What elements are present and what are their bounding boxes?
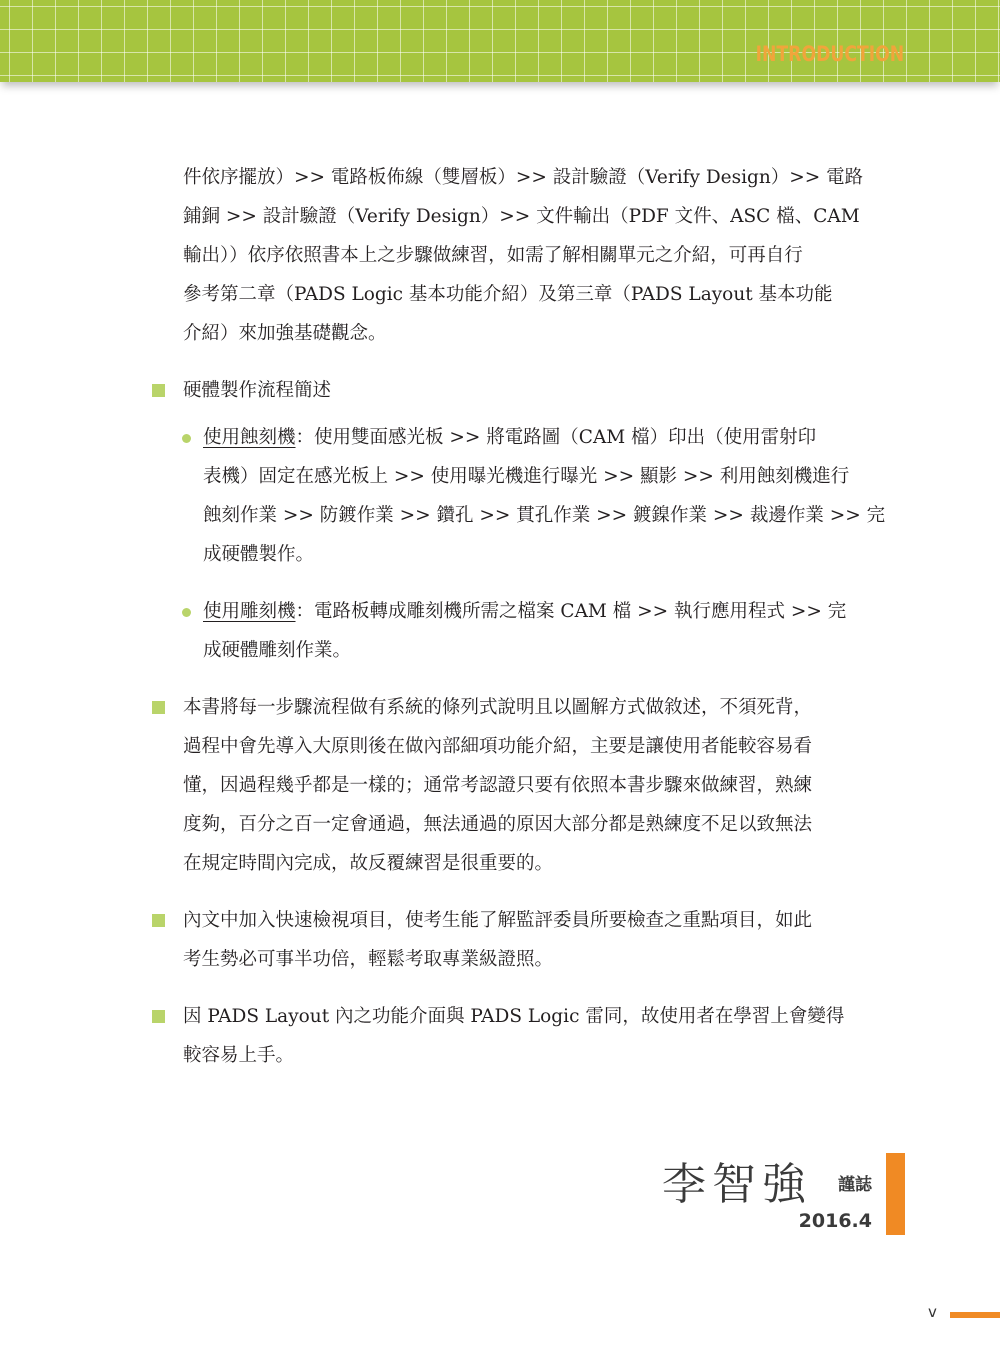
intro-paragraph [150, 158, 910, 353]
signature-suffix: 謹誌 [838, 1175, 872, 1195]
square-bullet-icon [152, 701, 165, 714]
point-item [150, 688, 910, 883]
term-separator: ： [295, 601, 315, 622]
round-bullet-icon [182, 434, 191, 443]
text-line: 輸出））依序依照書本上之步驟做練習，如需了解相關單元之介紹，可再自行 [183, 245, 803, 266]
signature-name: 李智強 [662, 1159, 812, 1210]
square-bullet-icon [152, 914, 165, 927]
text-line: 本書將每一步驟流程做有系統的條列式說明且以圖解方式做敘述，不須死背， [183, 697, 813, 718]
etching-item [150, 418, 910, 574]
engraving-item [150, 592, 910, 670]
point-item [150, 997, 910, 1075]
page-accent-bar [950, 1312, 1000, 1318]
signature-accent-bar [886, 1153, 905, 1235]
text-line: 蝕刻作業 >> 防鍍作業 >> 鑽孔 >> 貫孔作業 >> 鍍鎳作業 >> 裁邊作業 >> 完 [203, 505, 886, 526]
square-bullet-icon [152, 384, 165, 397]
main-content [150, 158, 910, 1075]
term-separator: ： [295, 427, 315, 448]
text-line: 成硬體製作。 [203, 544, 315, 565]
text-line: 表機）固定在感光板上 >> 使用曝光機進行曝光 >> 顯影 >> 利用蝕刻機進行 [203, 466, 850, 487]
text-line: 度夠，百分之百一定會通過，無法通過的原因大部分都是熟練度不足以致無法 [183, 814, 813, 835]
text-line [203, 418, 910, 457]
text-line: 成硬體雕刻作業。 [203, 640, 352, 661]
point-item [150, 901, 910, 979]
text-line: 參考第二章（PADS Logic 基本功能介紹）及第三章（PADS Layout 基本功能 [183, 284, 833, 305]
section-title: 硬體製作流程簡述 [183, 380, 332, 401]
text-line: 過程中會先導入大原則後在做內部細項功能介紹，主要是讓使用者能較容易看 [183, 736, 813, 757]
hardware-section-heading [150, 371, 910, 410]
text-line: 鋪銅 >> 設計驗證（Verify Design）>> 文件輸出（PDF 文件、ASC 檔、CAM [183, 206, 860, 227]
header-band [0, 0, 1000, 82]
signature-date: 2016.4 [798, 1210, 872, 1232]
term-label: 使用蝕刻機 [203, 427, 296, 448]
text-span: 電路板轉成雕刻機所需之檔案 CAM 檔 >> 執行應用程式 >> 完 [314, 601, 847, 622]
text-line: 因 PADS Layout 內之功能介面與 PADS Logic 雷同，故使用者在學習上會變得 [183, 1006, 845, 1027]
round-bullet-icon [182, 608, 191, 617]
section-label: INTRODUCTION [755, 42, 904, 66]
text-span: 使用雙面感光板 >> 將電路圖（CAM 檔）印出（使用雷射印 [314, 427, 817, 448]
term-label: 使用雕刻機 [203, 601, 296, 622]
text-line: 懂，因過程幾乎都是一樣的；通常考認證只要有依照本書步驟來做練習，熟練 [183, 775, 813, 796]
text-line: 較容易上手。 [183, 1045, 295, 1066]
square-bullet-icon [152, 1010, 165, 1023]
text-line [203, 592, 910, 631]
text-line: 介紹）來加強基礎觀念。 [183, 323, 387, 344]
page-number: v [928, 1303, 937, 1321]
text-line: 考生勢必可事半功倍，輕鬆考取專業級證照。 [183, 949, 554, 970]
text-line: 件依序擺放）>> 電路板佈線（雙層板）>> 設計驗證（Verify Design）>> 電路 [183, 167, 864, 188]
text-line: 內文中加入快速檢視項目，使考生能了解監評委員所要檢查之重點項目，如此 [183, 910, 813, 931]
text-line: 在規定時間內完成，故反覆練習是很重要的。 [183, 853, 554, 874]
